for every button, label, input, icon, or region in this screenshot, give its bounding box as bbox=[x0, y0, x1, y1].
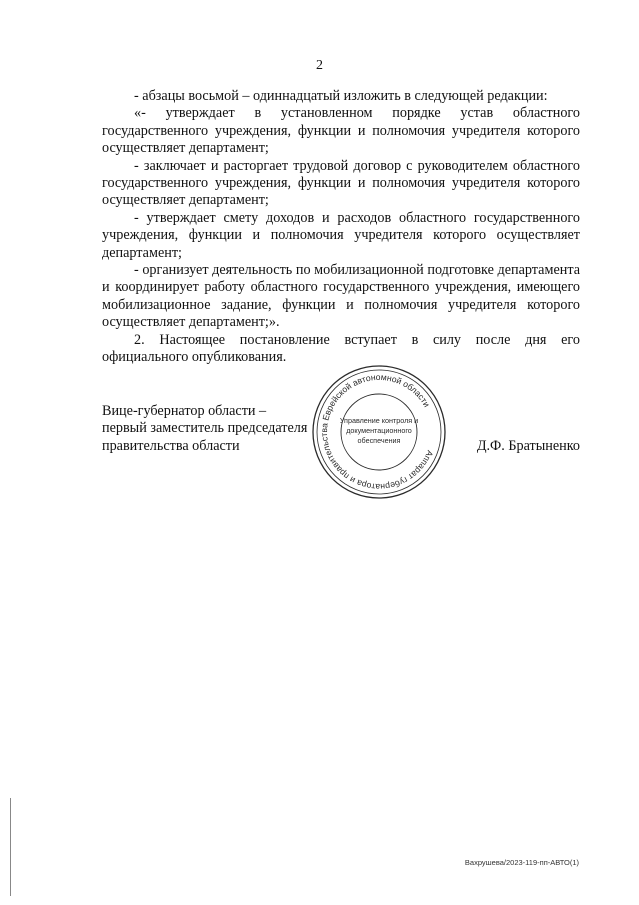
signer-title-line: правительства области bbox=[102, 437, 240, 454]
footer-code: Вахрушева/2023-119-пп-АВТО(1) bbox=[464, 858, 579, 867]
stamp-center-text: документационного bbox=[346, 426, 412, 435]
signer-title-line: первый заместитель председателя bbox=[102, 420, 308, 437]
page-number: 2 bbox=[316, 58, 323, 73]
official-stamp bbox=[310, 363, 448, 501]
paragraph: - утверждает смету доходов и расходов областного государственного учреждения, функции и полномочия учредителя которого осуществляет департамент; bbox=[102, 209, 580, 261]
margin-line bbox=[10, 798, 11, 896]
paragraph: - заключает и расторгает трудовой договор с руководителем областного государственного учреждения, функции и полномочия учредителя которого осуществляет департамент; bbox=[102, 157, 580, 209]
signer-title bbox=[102, 403, 307, 455]
paragraph: - абзацы восьмой – одиннадцатый изложить в следующей редакции: bbox=[134, 88, 548, 104]
stamp-center-text: обеспечения bbox=[357, 436, 401, 445]
paragraph: «- утверждает в установленном порядке устав областного государственного учреждения, функции и полномочия учредителя которого осуществляет департамент; bbox=[102, 105, 580, 157]
paragraph: - организует деятельность по мобилизационной подготовке департамента и координирует работу областного государственного учреждения, имеющего мобилизационное задание, функции и полномочия учредителя которого осуществляет департамент;». bbox=[102, 262, 580, 331]
body-text bbox=[102, 88, 580, 367]
signer-name: Д.Ф. Братыненко bbox=[476, 438, 580, 454]
paragraph: 2. Настоящее постановление вступает в силу после дня его официального опубликования. bbox=[102, 331, 580, 366]
signer-title-line: Вице-губернатор области – bbox=[102, 403, 267, 419]
stamp-center-text: Управление контроля и bbox=[339, 416, 419, 425]
stamp-ring-text-path: Аппарат губернатора и правительства Еврейской автономной области bbox=[318, 371, 436, 493]
